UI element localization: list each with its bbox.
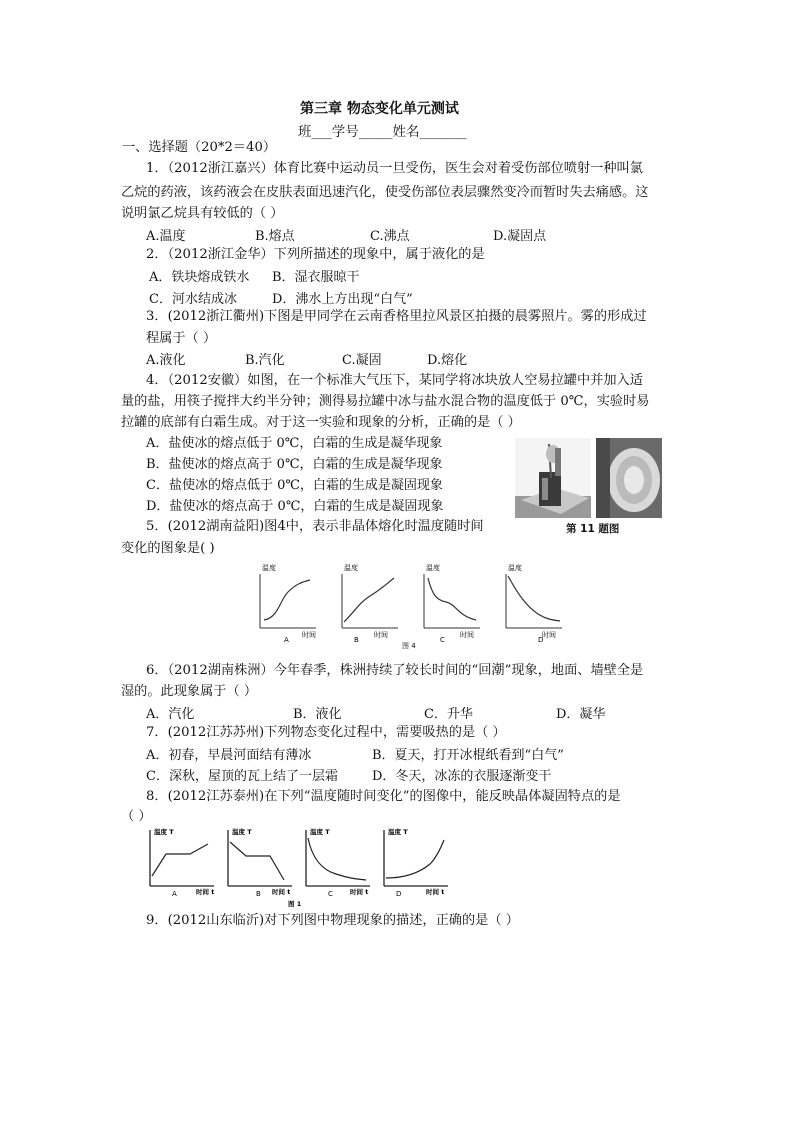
- question-3-option-c: C.凝固: [342, 353, 382, 368]
- fig1-axis-x-label-c: 时间 t: [350, 888, 369, 896]
- fig4-axis-x-label-b: 时间: [374, 631, 388, 639]
- page-title: 第三章 物态变化单元测试: [300, 101, 459, 117]
- question-1-option-a: A.温度: [146, 229, 186, 244]
- fig4-panel-c: [402, 563, 480, 650]
- fig1-panel-b: [228, 827, 292, 898]
- question-6-line-1: 6．（2012湖南株洲）今年春季，株洲持续了较长时间的“回潮”现象，地面、墙壁全是: [146, 663, 644, 678]
- fig1-panel-label-c: C: [328, 890, 333, 898]
- question-4-option-b: B．盐使冰的熔点高于 0℃，白霜的生成是凝华现象: [146, 457, 443, 472]
- question-3-option-b: B.汽化: [245, 353, 285, 368]
- question-6-option-d: D．凝华: [556, 707, 606, 722]
- fig1-axis-y-label-c: 温度 T: [310, 828, 330, 836]
- fig4-panel-a: [260, 563, 316, 644]
- question-7-option-d: D．冬天，冰冻的衣服逐渐变干: [372, 769, 552, 784]
- fig1-panel-a: [150, 827, 214, 898]
- fig4-axis-x-label-c: 时间: [460, 631, 474, 639]
- question-3-option-a: A.液化: [146, 353, 186, 368]
- question-2-option-a: A．铁块熔成铁水: [149, 270, 250, 285]
- fig4-axis-x-label-a: 时间: [302, 631, 316, 639]
- fig4-panel-b: [342, 563, 398, 644]
- fig4-panel-d: [506, 563, 562, 644]
- fig1-panel-c: [288, 827, 370, 908]
- question-7-option-c: C．深秋，屋顶的瓦上结了一层霜: [146, 769, 338, 784]
- question-8-line-2: （ ）: [121, 809, 152, 824]
- fig1-panel-d: [384, 827, 448, 898]
- fig4-panel-label-a: A: [284, 636, 289, 644]
- fig1-axis-x-label-b: 时间 t: [272, 888, 291, 896]
- fig4-panel-label-b: B: [354, 636, 359, 644]
- question-4-option-c: C．盐使冰的熔点低于 0℃，白霜的生成是凝固现象: [146, 478, 443, 493]
- ice-can-experiment-photo: [515, 438, 591, 518]
- fig4-axis-y-label-c: 温度: [426, 564, 440, 572]
- question-4-line-1: 4．（2012安徽）如图，在一个标准大气压下，某同学将冰块放人空易拉罐中并加入适: [146, 373, 643, 388]
- question-1-option-d: D.凝固点: [493, 229, 547, 244]
- question-2-option-b: B．湿衣服晾干: [272, 270, 360, 285]
- figure-1-graphs: [140, 824, 460, 908]
- question-4-option-a: A．盐使冰的熔点低于 0℃，白霜的生成是凝华现象: [146, 436, 443, 451]
- question-6-line-2: 湿的。此现象属于（ ）: [121, 684, 258, 699]
- question-6-option-a: A．汽化: [146, 707, 195, 722]
- fig1-panel-label-d: D: [396, 890, 402, 898]
- question-2-option-d: D．沸水上方出现“白气”: [272, 292, 413, 307]
- fig4-caption: 图 4: [402, 642, 416, 650]
- frost-on-can-photo: [596, 438, 662, 518]
- question-5-line-2: 变化的图象是( ): [121, 541, 215, 556]
- fig1-axis-x-label-d: 时间 t: [426, 888, 445, 896]
- question-4-line-2: 量的盐，用筷子搅拌大约半分钟；测得易拉罐中冰与盐水混合物的温度低于 0℃，实验时易: [121, 394, 650, 409]
- question-3-line-1: 3．(2012浙江衢州)下图是甲同学在云南香格里拉风景区拍摄的晨雾照片。雾的形成过: [146, 309, 647, 324]
- fig1-caption: 图 1: [288, 900, 302, 908]
- fig4-axis-y-label-a: 温度: [262, 564, 276, 572]
- question-4-line-3: 拉罐的底部有白霜生成。对于这一实验和现象的分析，正确的是（ ）: [121, 415, 521, 430]
- question-3-line-2: 程属于（ ）: [146, 331, 217, 346]
- question-9-line-1: 9．(2012山东临沂)对下列图中物理现象的描述，正确的是（ ）: [146, 913, 519, 928]
- photo-caption: 第 11 题图: [566, 523, 620, 535]
- section-heading: 一、选择题（20*2＝40）: [122, 140, 277, 155]
- question-5-line-1: 5．(2012湖南益阳)图4中，表示非晶体熔化时温度随时间: [146, 519, 484, 534]
- question-3-option-d: D.熔化: [427, 353, 468, 368]
- fig4-axis-x-label-d: 时间: [542, 631, 556, 639]
- question-1-line-2: 乙烷的药液，该药液会在皮肤表面迅速汽化，使受伤部位表层骤然变冷而暂时失去痛感。这: [121, 185, 649, 200]
- fig4-panel-label-c: C: [440, 636, 445, 644]
- fig1-panel-label-b: B: [256, 890, 261, 898]
- fig1-axis-x-label-a: 时间 t: [196, 888, 215, 896]
- fig1-panel-label-a: A: [172, 890, 177, 898]
- student-info-line: 班___学号_____姓名_______: [298, 124, 467, 140]
- question-6-option-c: C．升华: [424, 707, 473, 722]
- question-7-option-a: A．初春，早晨河面结有薄冰: [146, 748, 312, 763]
- question-6-option-b: B．液化: [293, 707, 342, 722]
- figure-4-graphs: [250, 560, 570, 652]
- question-2-option-c: C．河水结成冰: [149, 292, 237, 307]
- question-8-line-1: 8．(2012江苏泰州)在下列“温度随时间变化”的图像中，能反映晶体凝固特点的是: [146, 789, 621, 804]
- question-7-option-b: B．夏天，打开冰棍纸看到“白气”: [372, 748, 564, 763]
- fig1-axis-y-label-d: 温度 T: [388, 828, 408, 836]
- question-4-option-d: D．盐使冰的熔点高于 0℃，白霜的生成是凝固现象: [146, 499, 444, 514]
- question-1-line-3: 说明氯乙烷具有较低的（ ）: [121, 206, 284, 221]
- fig4-axis-y-label-b: 温度: [344, 564, 358, 572]
- question-7-line-1: 7．(2012江苏苏州)下列物态变化过程中，需要吸热的是（ ）: [146, 725, 506, 740]
- fig4-axis-y-label-d: 温度: [508, 564, 522, 572]
- question-1-option-b: B.熔点: [255, 229, 295, 244]
- question-1-option-c: C.沸点: [370, 229, 410, 244]
- question-2-line-1: 2．（2012浙江金华）下列所描述的现象中，属于液化的是: [146, 247, 485, 262]
- fig1-axis-y-label-a: 温度 T: [154, 828, 174, 836]
- fig4-panel-label-d: D: [538, 636, 544, 644]
- fig1-axis-y-label-b: 温度 T: [232, 828, 252, 836]
- question-1-line-1: 1．（2012浙江嘉兴）体育比赛中运动员一旦受伤，医生会对着受伤部位喷射一种叫氯: [146, 161, 643, 176]
